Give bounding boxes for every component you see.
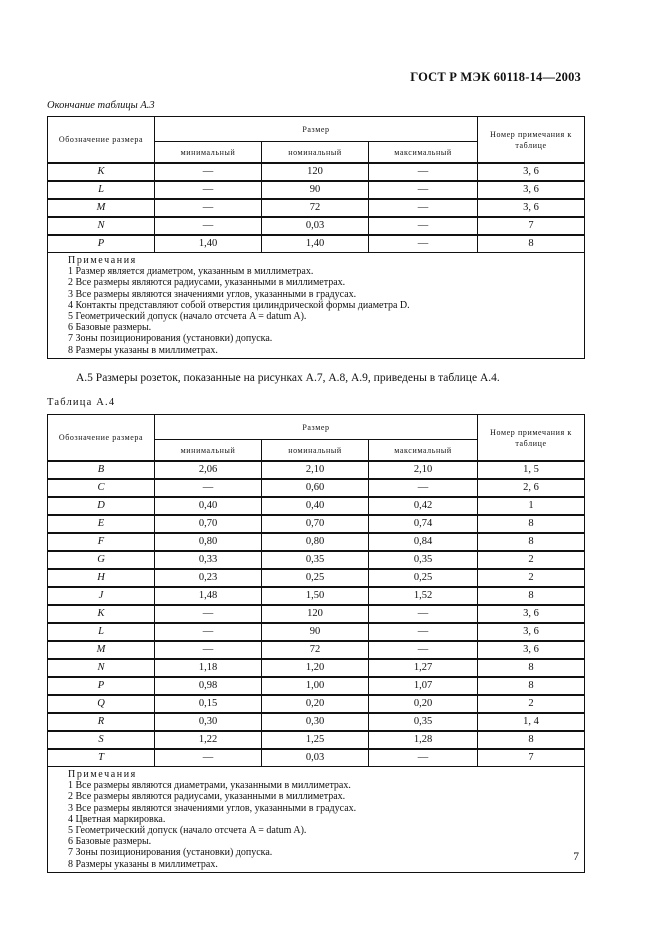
cell-max: —: [369, 217, 478, 235]
cell-designation: R: [48, 713, 155, 731]
cell-min: 0,23: [155, 569, 262, 587]
cell-min: 1,48: [155, 587, 262, 605]
cell-nom: 1,40: [262, 235, 369, 253]
cell-note: 3, 6: [478, 623, 585, 641]
cell-note: 2: [478, 695, 585, 713]
cell-max: 0,42: [369, 497, 478, 515]
note-item: 7 Зоны позиционирования (установки) допуска.: [68, 847, 273, 859]
table2-body: [48, 461, 585, 767]
cell-designation: D: [48, 497, 155, 515]
cell-note: 3, 6: [478, 605, 585, 623]
cell-nom: 0,35: [262, 551, 369, 569]
col-header-designation: Обозначение размера: [48, 415, 155, 462]
table1-caption: Окончание таблицы А.3: [47, 100, 155, 111]
cell-nom: 120: [262, 605, 369, 623]
col-header-designation: Обозначение размера: [48, 117, 155, 164]
cell-designation: B: [48, 461, 155, 479]
cell-min: —: [155, 605, 262, 623]
table-row: [48, 163, 585, 181]
cell-note: 8: [478, 731, 585, 749]
table-row: [48, 497, 585, 515]
table2-notes: [48, 767, 585, 873]
cell-designation: K: [48, 605, 155, 623]
col-header-note: Номер примечания к таблице: [478, 117, 585, 164]
table-a3-end: [47, 116, 585, 359]
cell-nom: 2,10: [262, 461, 369, 479]
cell-max: 0,20: [369, 695, 478, 713]
table-row: [48, 641, 585, 659]
col-header-min: минимальный: [155, 440, 262, 462]
cell-max: —: [369, 749, 478, 767]
table-row: [48, 731, 585, 749]
document-header: ГОСТ Р МЭК 60118-14—2003: [410, 70, 581, 84]
paragraph-a5: А.5 Размеры розеток, показанные на рисунках А.7, А.8, А.9, приведены в таблице А.4.: [76, 372, 500, 384]
cell-max: —: [369, 199, 478, 217]
cell-note: 7: [478, 217, 585, 235]
note-item: 2 Все размеры являются радиусами, указанными в миллиметрах.: [68, 277, 346, 289]
cell-nom: 1,50: [262, 587, 369, 605]
cell-designation: J: [48, 587, 155, 605]
table-row: [48, 587, 585, 605]
table-row: [48, 713, 585, 731]
cell-note: 1: [478, 497, 585, 515]
col-header-note: Номер примечания к таблице: [478, 415, 585, 462]
note-item: 4 Контакты представляют собой отверстия цилиндрической формы диаметра D.: [68, 299, 410, 311]
table-row: [48, 217, 585, 235]
notes-list: [68, 266, 584, 356]
table-row: [48, 235, 585, 253]
cell-note: 7: [478, 749, 585, 767]
note-item: 8 Размеры указаны в миллиметрах.: [68, 344, 218, 356]
cell-max: —: [369, 181, 478, 199]
table1-notes: [48, 253, 585, 359]
cell-note: 2: [478, 569, 585, 587]
cell-min: 0,98: [155, 677, 262, 695]
table-row: [48, 695, 585, 713]
cell-max: 0,35: [369, 551, 478, 569]
notes-title: Примечания: [68, 769, 137, 780]
cell-min: 1,18: [155, 659, 262, 677]
cell-designation: T: [48, 749, 155, 767]
cell-designation: Q: [48, 695, 155, 713]
cell-min: 1,22: [155, 731, 262, 749]
cell-max: 1,52: [369, 587, 478, 605]
table-a4: [47, 414, 585, 873]
cell-designation: L: [48, 181, 155, 199]
cell-max: 1,28: [369, 731, 478, 749]
cell-min: 0,70: [155, 515, 262, 533]
note-item: 5 Геометрический допуск (начало отсчета A = datum A).: [68, 825, 307, 837]
cell-designation: G: [48, 551, 155, 569]
notes-list: [68, 780, 584, 870]
cell-designation: L: [48, 623, 155, 641]
cell-max: —: [369, 605, 478, 623]
cell-designation: C: [48, 479, 155, 497]
cell-max: 0,35: [369, 713, 478, 731]
cell-nom: 90: [262, 623, 369, 641]
cell-nom: 1,20: [262, 659, 369, 677]
cell-designation: F: [48, 533, 155, 551]
cell-min: —: [155, 199, 262, 217]
cell-designation: M: [48, 641, 155, 659]
note-item: 4 Цветная маркировка.: [68, 813, 166, 825]
cell-nom: 0,70: [262, 515, 369, 533]
cell-min: —: [155, 641, 262, 659]
cell-nom: 0,80: [262, 533, 369, 551]
note-item: 8 Размеры указаны в миллиметрах.: [68, 858, 218, 870]
cell-note: 1, 5: [478, 461, 585, 479]
cell-nom: 0,25: [262, 569, 369, 587]
table2-caption: Таблица А.4: [47, 397, 116, 408]
cell-note: 3, 6: [478, 199, 585, 217]
table-row: [48, 461, 585, 479]
table-row: [48, 533, 585, 551]
table-row: [48, 677, 585, 695]
table-row: [48, 623, 585, 641]
table-row: [48, 551, 585, 569]
cell-min: 2,06: [155, 461, 262, 479]
col-header-max: максимальный: [369, 142, 478, 164]
cell-nom: 0,40: [262, 497, 369, 515]
table-row: [48, 749, 585, 767]
cell-nom: 1,25: [262, 731, 369, 749]
note-item: 6 Базовые размеры.: [68, 322, 152, 334]
cell-nom: 0,30: [262, 713, 369, 731]
table-row: [48, 659, 585, 677]
note-item: 3 Все размеры являются значениями углов, указанными в градусах.: [68, 802, 357, 814]
cell-nom: 0,20: [262, 695, 369, 713]
table1-body: [48, 163, 585, 253]
cell-min: 1,40: [155, 235, 262, 253]
cell-note: 2, 6: [478, 479, 585, 497]
cell-min: 0,40: [155, 497, 262, 515]
cell-max: 0,84: [369, 533, 478, 551]
cell-min: 0,80: [155, 533, 262, 551]
col-header-nom: номинальный: [262, 440, 369, 462]
cell-min: 0,30: [155, 713, 262, 731]
cell-designation: N: [48, 659, 155, 677]
cell-note: 8: [478, 659, 585, 677]
cell-max: 2,10: [369, 461, 478, 479]
cell-designation: N: [48, 217, 155, 235]
col-header-size: Размер: [155, 117, 478, 142]
cell-note: 8: [478, 677, 585, 695]
cell-nom: 0,03: [262, 217, 369, 235]
cell-note: 1, 4: [478, 713, 585, 731]
note-item: 6 Базовые размеры.: [68, 836, 152, 848]
cell-note: 8: [478, 235, 585, 253]
note-item: 7 Зоны позиционирования (установки) допуска.: [68, 333, 273, 345]
note-item: 1 Все размеры являются диаметрами, указанными в миллиметрах.: [68, 780, 351, 792]
cell-nom: 1,00: [262, 677, 369, 695]
cell-designation: S: [48, 731, 155, 749]
cell-min: —: [155, 163, 262, 181]
table-row: [48, 479, 585, 497]
notes-title: Примечания: [68, 255, 137, 266]
table-row: [48, 199, 585, 217]
cell-nom: 90: [262, 181, 369, 199]
col-header-min: минимальный: [155, 142, 262, 164]
cell-max: —: [369, 163, 478, 181]
cell-min: 0,33: [155, 551, 262, 569]
cell-designation: P: [48, 235, 155, 253]
note-item: 5 Геометрический допуск (начало отсчета A = datum A).: [68, 311, 307, 323]
cell-max: —: [369, 235, 478, 253]
cell-min: —: [155, 623, 262, 641]
cell-nom: 0,03: [262, 749, 369, 767]
cell-min: 0,15: [155, 695, 262, 713]
note-item: 3 Все размеры являются значениями углов, указанными в градусах.: [68, 288, 357, 300]
cell-min: —: [155, 217, 262, 235]
cell-designation: P: [48, 677, 155, 695]
cell-max: —: [369, 623, 478, 641]
cell-note: 3, 6: [478, 163, 585, 181]
cell-note: 3, 6: [478, 181, 585, 199]
cell-min: —: [155, 479, 262, 497]
cell-designation: K: [48, 163, 155, 181]
cell-max: 0,25: [369, 569, 478, 587]
cell-nom: 120: [262, 163, 369, 181]
cell-note: 8: [478, 515, 585, 533]
cell-min: —: [155, 181, 262, 199]
cell-max: 0,74: [369, 515, 478, 533]
note-item: 1 Размер является диаметром, указанным в миллиметрах.: [68, 266, 314, 278]
cell-designation: E: [48, 515, 155, 533]
table-row: [48, 515, 585, 533]
cell-note: 8: [478, 533, 585, 551]
table-row: [48, 605, 585, 623]
cell-max: 1,27: [369, 659, 478, 677]
col-header-max: максимальный: [369, 440, 478, 462]
cell-nom: 0,60: [262, 479, 369, 497]
cell-designation: H: [48, 569, 155, 587]
cell-note: 2: [478, 551, 585, 569]
cell-designation: M: [48, 199, 155, 217]
table-row: [48, 569, 585, 587]
cell-max: 1,07: [369, 677, 478, 695]
cell-note: 3, 6: [478, 641, 585, 659]
col-header-nom: номинальный: [262, 142, 369, 164]
cell-min: —: [155, 749, 262, 767]
cell-max: —: [369, 479, 478, 497]
cell-max: —: [369, 641, 478, 659]
page-number: 7: [573, 851, 579, 863]
note-item: 2 Все размеры являются радиусами, указанными в миллиметрах.: [68, 791, 346, 803]
col-header-size: Размер: [155, 415, 478, 440]
table-row: [48, 181, 585, 199]
cell-note: 8: [478, 587, 585, 605]
cell-nom: 72: [262, 641, 369, 659]
cell-nom: 72: [262, 199, 369, 217]
